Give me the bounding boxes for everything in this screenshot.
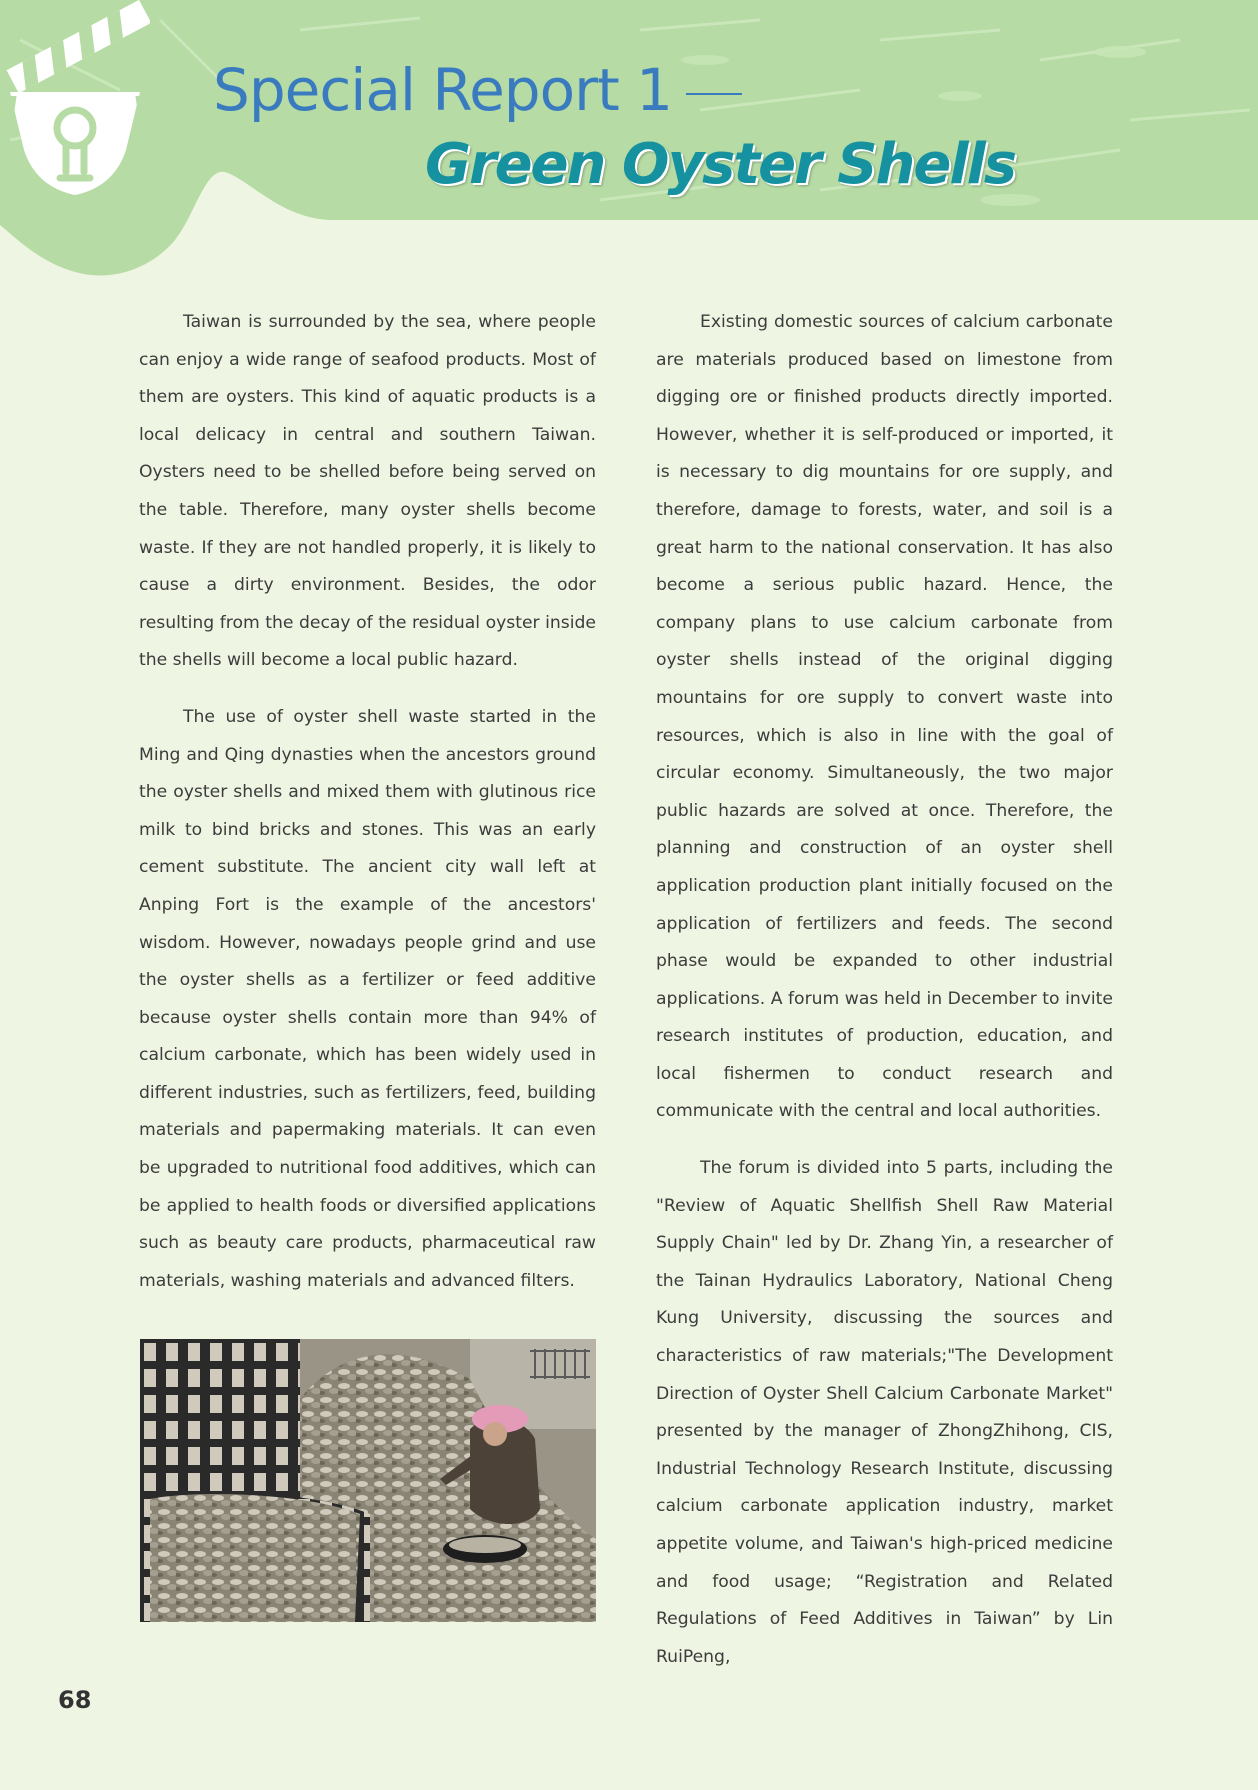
page-number: 68 [58, 1686, 92, 1714]
paragraph: Taiwan is surrounded by the sea, where people can enjoy a wide range of seafood products. Most of them are oysters. This kind of aquatic products is a local delicacy in central and southern Taiwan. Oysters need to be shelled before being served on the table. Therefore, many oyster shells become waste. If they are not handled properly, it is likely to cause a dirty environment. Besides, the odor resulting from the decay of the residual oyster inside the shells will become a local public hazard. [139, 312, 596, 671]
paragraph: The use of oyster shell waste started in the Ming and Qing dynasties when the ancestors ground the oyster shells and mixed them with glutinous rice milk to bind bricks and stones. This was an early cement substitute. The ancient city wall left at Anping Fort is the example of the ancestors' wisdom. However, nowadays people grind and use the oyster shells as a fertilizer or feed additive because oyster shells contain more than 94% of calcium carbonate, which has been widely used in different industries, such as fertilizers, feed, building materials and papermaking materials. It can even be upgraded to nutritional food additives, which can be applied to health foods or diversified applications such as beauty care products, pharmaceutical raw materials, washing materials and advanced filters. [139, 706, 596, 1291]
clapperboard-lightbulb-icon [0, 0, 150, 210]
paragraph: The forum is divided into 5 parts, including the "Review of Aquatic Shellfish Shell Raw Material Supply Chain" led by Dr. Zhang Yin, a researcher of the Tainan Hydraulics Laboratory, National Cheng Kung University, discussing the sources and characteristics of raw materials;"The Development Direction of Oyster Shell Calcium Carbonate Market" presented by the manager of ZhongZhihong, CIS, Industrial Technology Research Institute, discussing calcium carbonate application industry, market appetite volume, and Taiwan's high-priced medicine and food usage; “Registration and Related Regulations of Feed Additives in Taiwan” by Lin RuiPeng, [656, 1158, 1113, 1667]
header-banner [0, 0, 1258, 300]
article-right-column [656, 304, 1113, 1695]
report-subtitle: Green Oyster Shells [425, 132, 1016, 197]
oyster-shell-photo [140, 1339, 596, 1622]
report-title: Special Report 1 [213, 56, 742, 124]
article-left-column [139, 304, 596, 1319]
paragraph: Existing domestic sources of calcium carbonate are materials produced based on limestone from digging ore or finished products directly imported. However, whether it is self-produced or imported, it is necessary to dig mountains for ore supply, and therefore, damage to forests, water, and soil is a great harm to the national conservation. It has also become a serious public hazard. Hence, the company plans to use calcium carbonate from oyster shells instead of the original digging mountains for ore supply to convert waste into resources, which is also in line with the goal of circular economy. Simultaneously, the two major public hazards are solved at once. Therefore, the planning and construction of an oyster shell application production plant initially focused on the application of fertilizers and feeds. The second phase would be expanded to other industrial applications. A forum was held in December to invite research institutes of production, education, and local fishermen to conduct research and communicate with the central and local authorities. [656, 312, 1113, 1122]
title-dash [686, 93, 742, 95]
